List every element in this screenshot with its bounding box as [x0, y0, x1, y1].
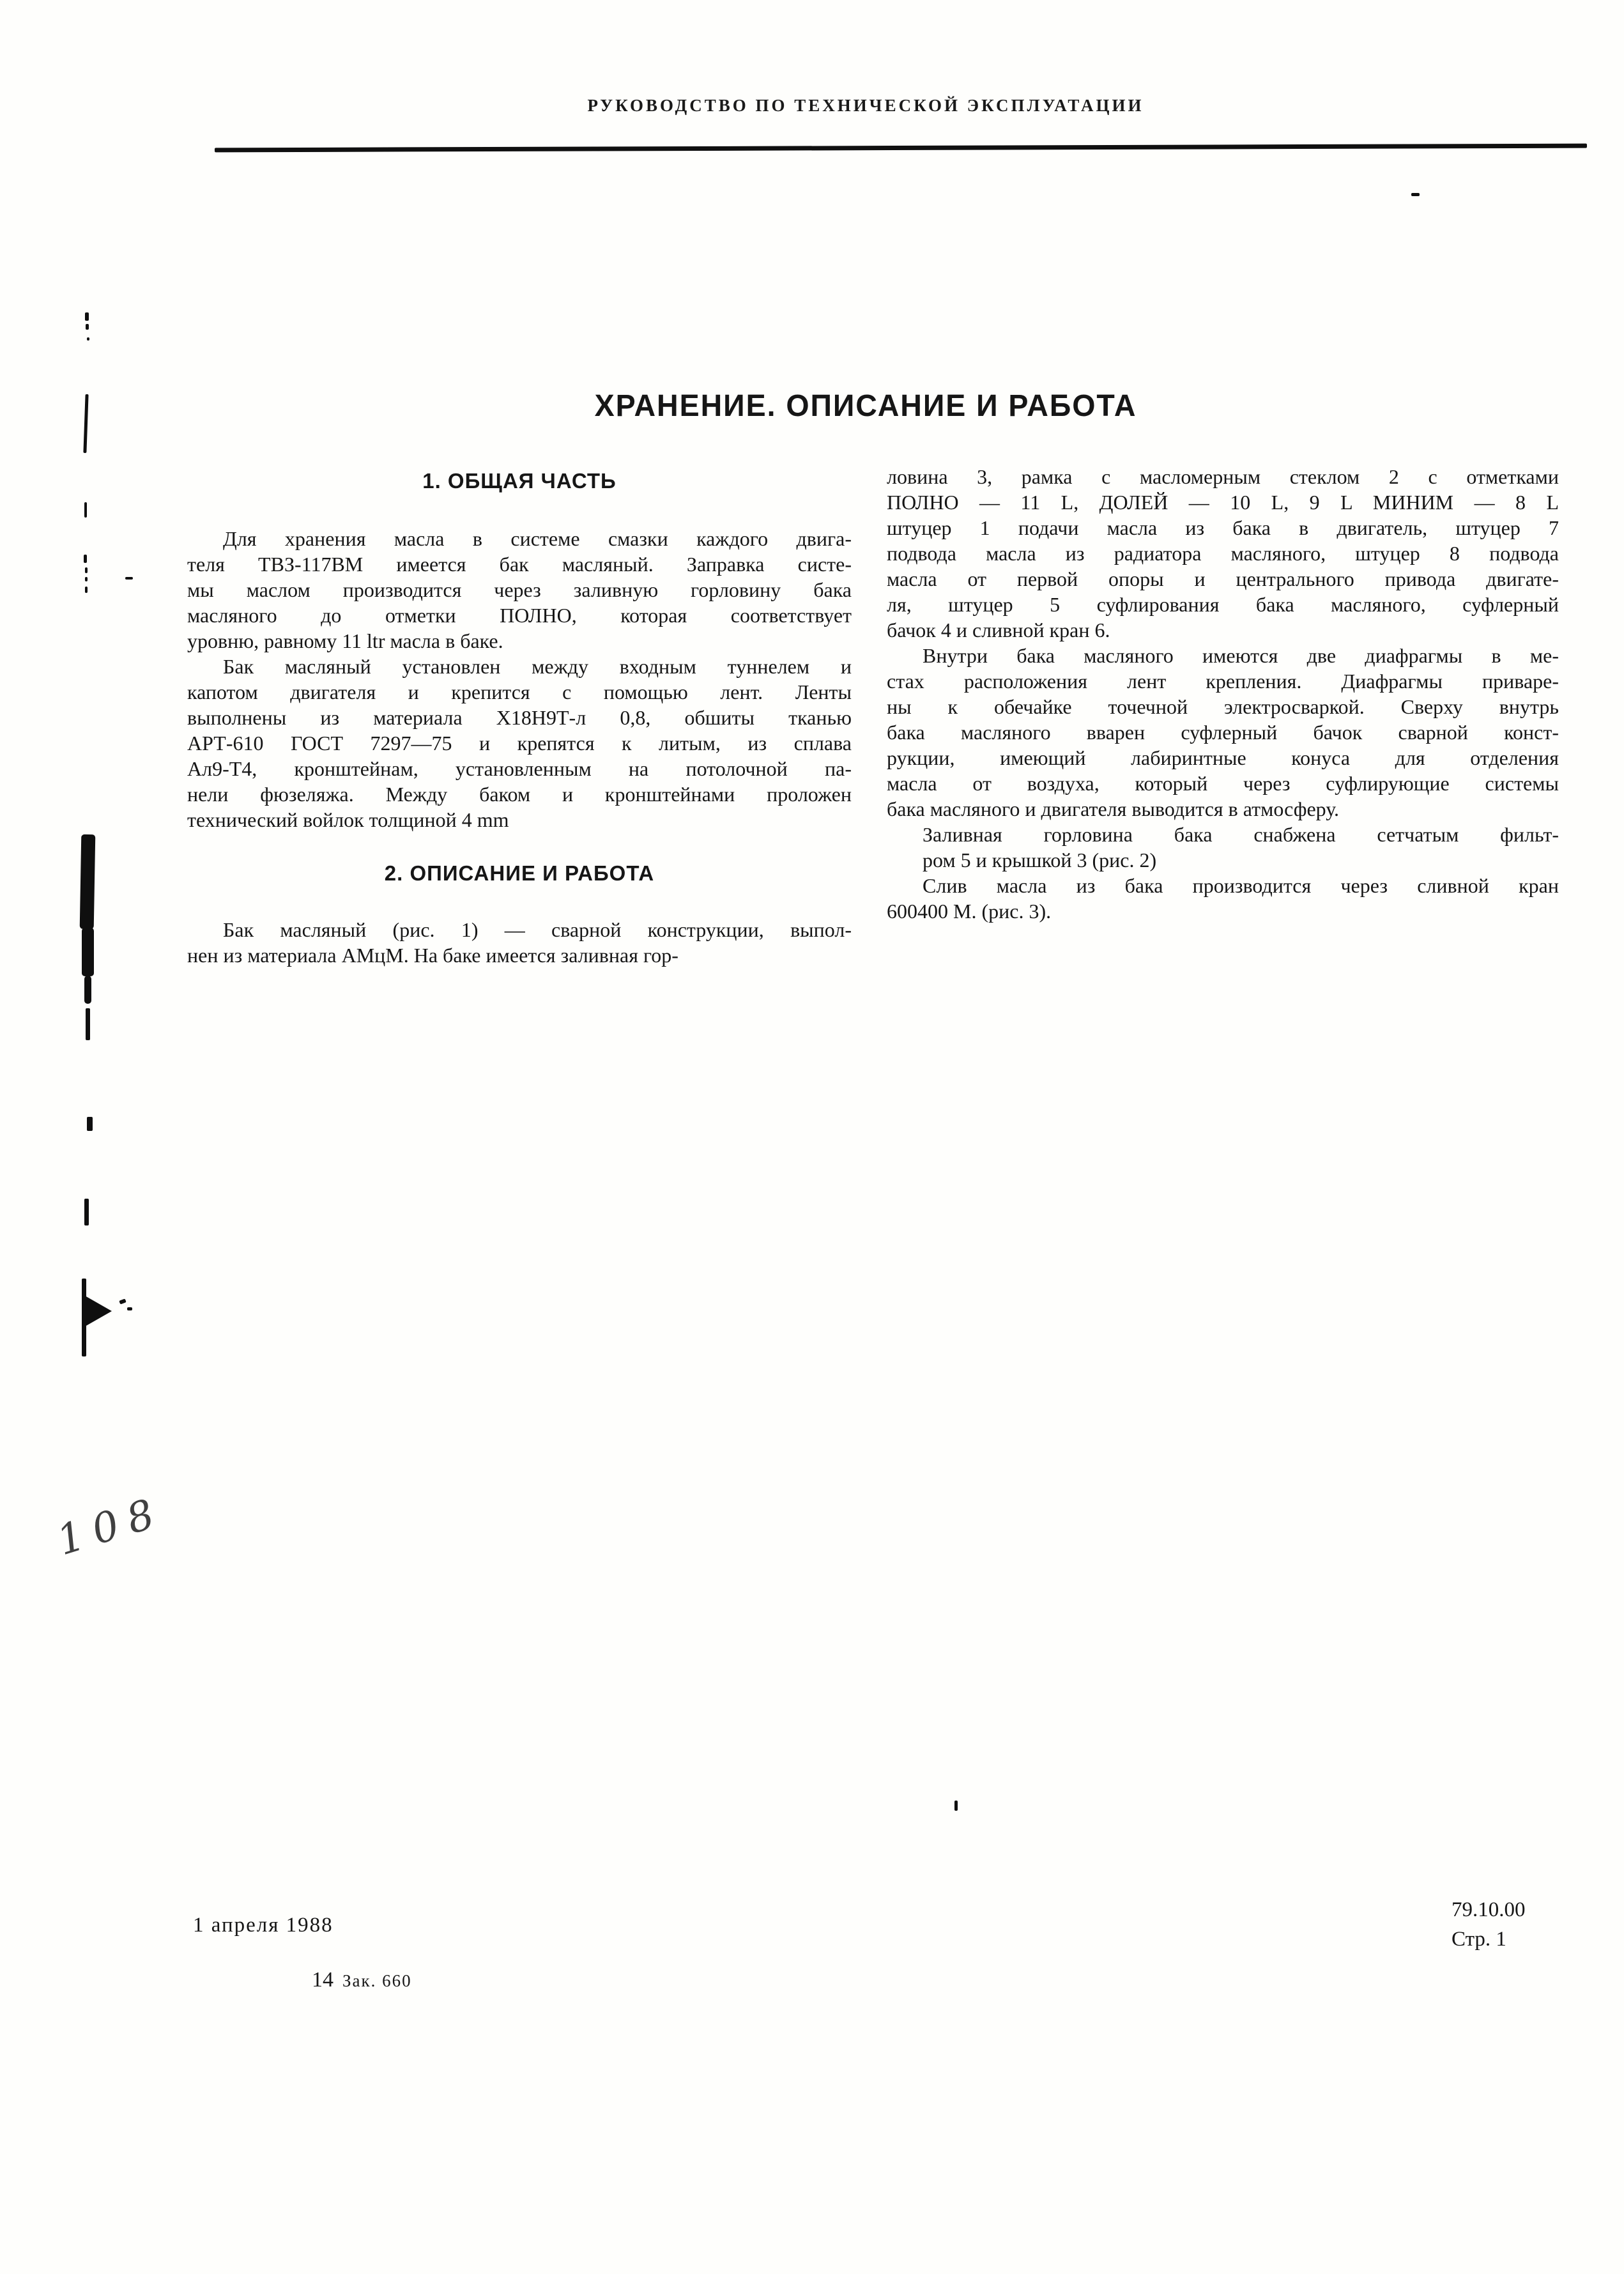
scan-artifact — [85, 577, 88, 581]
scan-artifact — [85, 312, 89, 321]
scan-artifact — [954, 1801, 958, 1811]
paragraph: Внутри бака масляного имеются две диафрагмы в ме- стах расположения лент крепления. Диафрагмы приваре- ны к обечайке точечной электросваркой. Сверху внутрь бака масляного вварен суфлерный бачок сварной конст- рукции, имеющий лабиринтные конуса для отделения масла от воздуха, который через суфлирующие системы бака масляного и двигателя выводится в атмосферу. — [887, 644, 1559, 820]
paragraph: Бак масляный (рис. 1) — сварной конструкции, выпол- нен из материала АМцМ. На баке имеется заливная гор- — [187, 918, 852, 967]
section-1-heading: 1. ОБЩАЯ ЧАСТЬ — [422, 469, 617, 493]
scan-artifact — [86, 1008, 90, 1040]
scan-artifact — [84, 1199, 89, 1225]
right-column — [887, 464, 1559, 924]
scan-artifact — [125, 577, 133, 580]
scan-artifact — [85, 567, 88, 573]
scan-artifact — [82, 928, 94, 976]
footer-page-number: Стр. 1 — [1452, 1928, 1506, 1951]
scan-artifact — [127, 1307, 132, 1310]
running-header: РУКОВОДСТВО ПО ТЕХНИЧЕСКОЙ ЭКСПЛУАТАЦИИ — [587, 96, 1144, 115]
page-title: ХРАНЕНИЕ. ОПИСАНИЕ И РАБОТА — [594, 389, 1137, 423]
paragraph: Для хранения масла в системе смазки каждого двига- теля ТВЗ-117ВМ имеется бак масляный. Заправка систе- мы маслом производится через заливную горловину бака масляного до отметки ПОЛНО, которая соответствует уровню, равному 11 ltr масла в баке. — [187, 527, 852, 652]
left-column — [187, 468, 852, 968]
header-rule — [215, 144, 1587, 153]
scan-artifact — [85, 587, 88, 593]
footer-doc-number: 79.10.00 — [1452, 1898, 1526, 1921]
scan-artifact — [87, 337, 89, 341]
footer-print-number: 14 — [312, 1968, 333, 1992]
paragraph: Заливная горловина бака снабжена сетчатым фильт- ром 5 и крышкой 3 (рис. 2) Слив масла из бака производится через сливной кран 600400 М. (рис. 3). — [887, 823, 1559, 923]
scan-artifact — [84, 502, 87, 518]
scan-artifact — [84, 976, 91, 1004]
paragraph: Бак масляный установлен между входным туннелем и капотом двигателя и крепится с помощью лент. Ленты выполнены из материала Х18Н9Т-л 0,8, обшиты тканью АРТ-610 ГОСТ 7297—75 и крепятся к литым, из сплава Ал9-Т4, кронштейнам, установленным на потолочной па- нели фюзеляжа. Между баком и кронштейнами проложен технический войлок толщиной 4 mm — [187, 655, 852, 831]
scan-artifact — [86, 324, 89, 330]
scan-artifact — [80, 834, 96, 929]
footer-print-label: Зак. 660 — [342, 1971, 412, 1990]
paragraph: ловина 3, рамка с масломерным стеклом 2 с отметками ПОЛНО — 11 L, ДОЛЕЙ — 10 L, 9 L МИНИМ — 8 L штуцер 1 подачи масла из бака в двигатель, штуцер 7 подвода масла из радиатора масляного, штуцер 8 подвода масла от первой опоры и центрального привода двигате- ля, штуцер 5 суфлирования бака масляного, суфлерный бачок 4 и сливной кран 6. — [887, 465, 1559, 641]
scan-artifact — [83, 394, 88, 453]
section-2-heading: 2. ОПИСАНИЕ И РАБОТА — [384, 861, 655, 885]
scan-artifact — [87, 1117, 93, 1131]
scan-artifact — [84, 555, 87, 563]
arrow-mark — [85, 1296, 112, 1326]
margin-handwriting: 108 — [51, 1487, 170, 1565]
footer-doc-ref — [1452, 1895, 1526, 1954]
footer-date: 1 апреля 1988 — [193, 1914, 333, 1937]
footer-print-info — [312, 1968, 412, 1992]
scan-artifact — [119, 1298, 126, 1304]
scan-artifact — [1411, 193, 1420, 196]
